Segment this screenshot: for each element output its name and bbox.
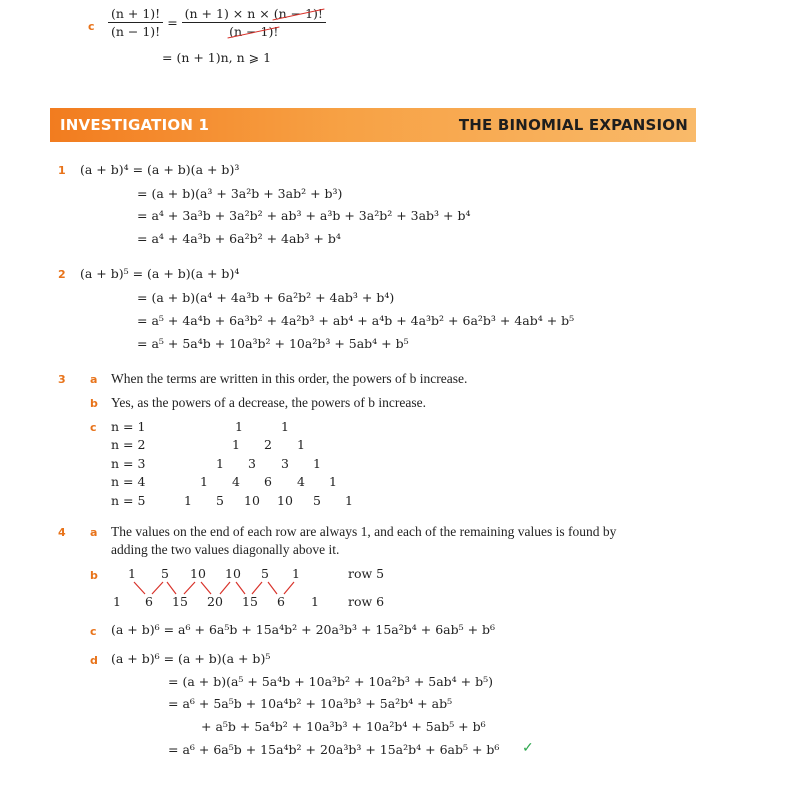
triangle-value: 5: [313, 493, 321, 508]
row-label: n = 2: [111, 437, 146, 452]
q1-line-4: = a⁴ + 4a³b + 6a²b² + 4ab³ + b⁴: [137, 231, 341, 246]
row6-value: 20: [207, 594, 223, 609]
row6-value: 15: [242, 594, 258, 609]
question-number-1: 1: [58, 164, 66, 177]
q4d-line-3: = a⁶ + 5a⁵b + 10a⁴b² + 10a³b³ + 5a²b⁴ + ab⁵: [168, 696, 453, 711]
q4d-line-2: = (a + b)(a⁵ + 5a⁴b + 10a³b² + 10a²b³ + 5ab⁴ + b⁵): [168, 674, 494, 689]
row5-value: 1: [292, 566, 300, 581]
banner-title: INVESTIGATION 1: [60, 116, 210, 134]
part-label-d: d: [90, 654, 98, 667]
rhs-numerator: (n + 1) × n × (n − 1)!: [182, 6, 326, 23]
triangle-value: 1: [329, 474, 337, 489]
question-number-4: 4: [58, 526, 66, 539]
q1-line-1: (a + b)⁴ = (a + b)(a + b)³: [80, 162, 240, 177]
triangle-value: 3: [248, 456, 256, 471]
lhs-denominator: (n − 1)!: [111, 24, 161, 39]
q4a-text-line-2: adding the two values diagonally above it.: [111, 542, 340, 557]
part-label-a: a: [90, 373, 98, 386]
row-label: n = 3: [111, 456, 146, 471]
triangle-value: 1: [297, 437, 305, 452]
q1-line-3: = a⁴ + 3a³b + 3a²b² + ab³ + a³b + 3a²b² + 3ab³ + b⁴: [137, 208, 471, 223]
triangle-value: 1: [345, 493, 353, 508]
q4c-expansion: (a + b)⁶ = a⁶ + 6a⁵b + 15a⁴b² + 20a³b³ + 15a²b⁴ + 6ab⁵ + b⁶: [111, 622, 496, 637]
row5-value: 10: [225, 566, 241, 581]
row5-value: 1: [128, 566, 136, 581]
q4d-line-4: + a⁵b + 5a⁴b² + 10a³b³ + 10a²b⁴ + 5ab⁵ + b⁶: [201, 719, 486, 734]
triangle-value: 4: [297, 474, 305, 489]
row6-value: 15: [172, 594, 188, 609]
row5-value: 5: [261, 566, 269, 581]
q4d-line-1: (a + b)⁶ = (a + b)(a + b)⁵: [111, 651, 271, 666]
factorial-result: = (n + 1)n, n ⩾ 1: [162, 50, 272, 65]
q3a-text: When the terms are written in this order, the powers of b increase.: [111, 371, 468, 386]
q4a-text-line-1: The values on the end of each row are always 1, and each of the remaining values is found by: [111, 524, 617, 539]
triangle-value: 2: [264, 437, 272, 452]
row6-value: 6: [277, 594, 285, 609]
cancelled-term: (n − 1)!: [229, 24, 279, 39]
part-label-b: b: [90, 397, 98, 410]
part-label-b: b: [90, 569, 98, 582]
cancelled-term: (n − 1)!: [273, 6, 323, 21]
triangle-value: 3: [281, 456, 289, 471]
triangle-value: 6: [264, 474, 272, 489]
factorial-equation: $\frac{(n + 1)!}{(n - 1)!}$ = $\frac{(n + 1) \times n \times (n - 1)!}{(n - 1)!}$: [108, 6, 326, 39]
row-label: n = 4: [111, 474, 146, 489]
q4d-line-5: = a⁶ + 6a⁵b + 15a⁴b² + 20a³b³ + 15a²b⁴ + 6ab⁵ + b⁶: [168, 742, 500, 757]
row5-label: row 5: [348, 566, 385, 581]
part-label-c: c: [90, 421, 97, 434]
part-label-a: a: [90, 526, 98, 539]
part-label-c: c: [90, 625, 97, 638]
row6-value: 1: [311, 594, 319, 609]
triangle-value: 1: [232, 437, 240, 452]
part-label-c: c: [88, 20, 95, 33]
row-label: n = 5: [111, 493, 146, 508]
lhs-numerator: (n + 1)!: [108, 6, 163, 23]
row-label: n = 1: [111, 419, 146, 434]
row5-value: 10: [190, 566, 206, 581]
q1-line-2: = (a + b)(a³ + 3a²b + 3ab² + b³): [137, 186, 343, 201]
q2-line-2: = (a + b)(a⁴ + 4a³b + 6a²b² + 4ab³ + b⁴): [137, 290, 395, 305]
check-mark-icon: ✓: [522, 740, 534, 756]
triangle-value: 4: [232, 474, 240, 489]
row6-value: 6: [145, 594, 153, 609]
triangle-value: 10: [277, 493, 293, 508]
q2-line-4: = a⁵ + 5a⁴b + 10a³b² + 10a²b³ + 5ab⁴ + b⁵: [137, 336, 409, 351]
triangle-value: 5: [216, 493, 224, 508]
triangle-value: 1: [281, 419, 289, 434]
q2-line-3: = a⁵ + 4a⁴b + 6a³b² + 4a²b³ + ab⁴ + a⁴b + 4a³b² + 6a²b³ + 4ab⁴ + b⁵: [137, 313, 575, 328]
q3b-text: Yes, as the powers of a decrease, the powers of b increase.: [111, 395, 427, 410]
triangle-value: 10: [244, 493, 260, 508]
row6-value: 1: [113, 594, 121, 609]
row5-value: 5: [161, 566, 169, 581]
triangle-value: 1: [313, 456, 321, 471]
triangle-value: 1: [216, 456, 224, 471]
question-number-3: 3: [58, 373, 66, 386]
q2-line-1: (a + b)⁵ = (a + b)(a + b)⁴: [80, 266, 240, 281]
triangle-value: 1: [184, 493, 192, 508]
banner-subtitle: THE BINOMIAL EXPANSION: [458, 116, 688, 134]
triangle-value: 1: [200, 474, 208, 489]
triangle-value: 1: [235, 419, 243, 434]
row6-label: row 6: [348, 594, 385, 609]
question-number-2: 2: [58, 268, 66, 281]
